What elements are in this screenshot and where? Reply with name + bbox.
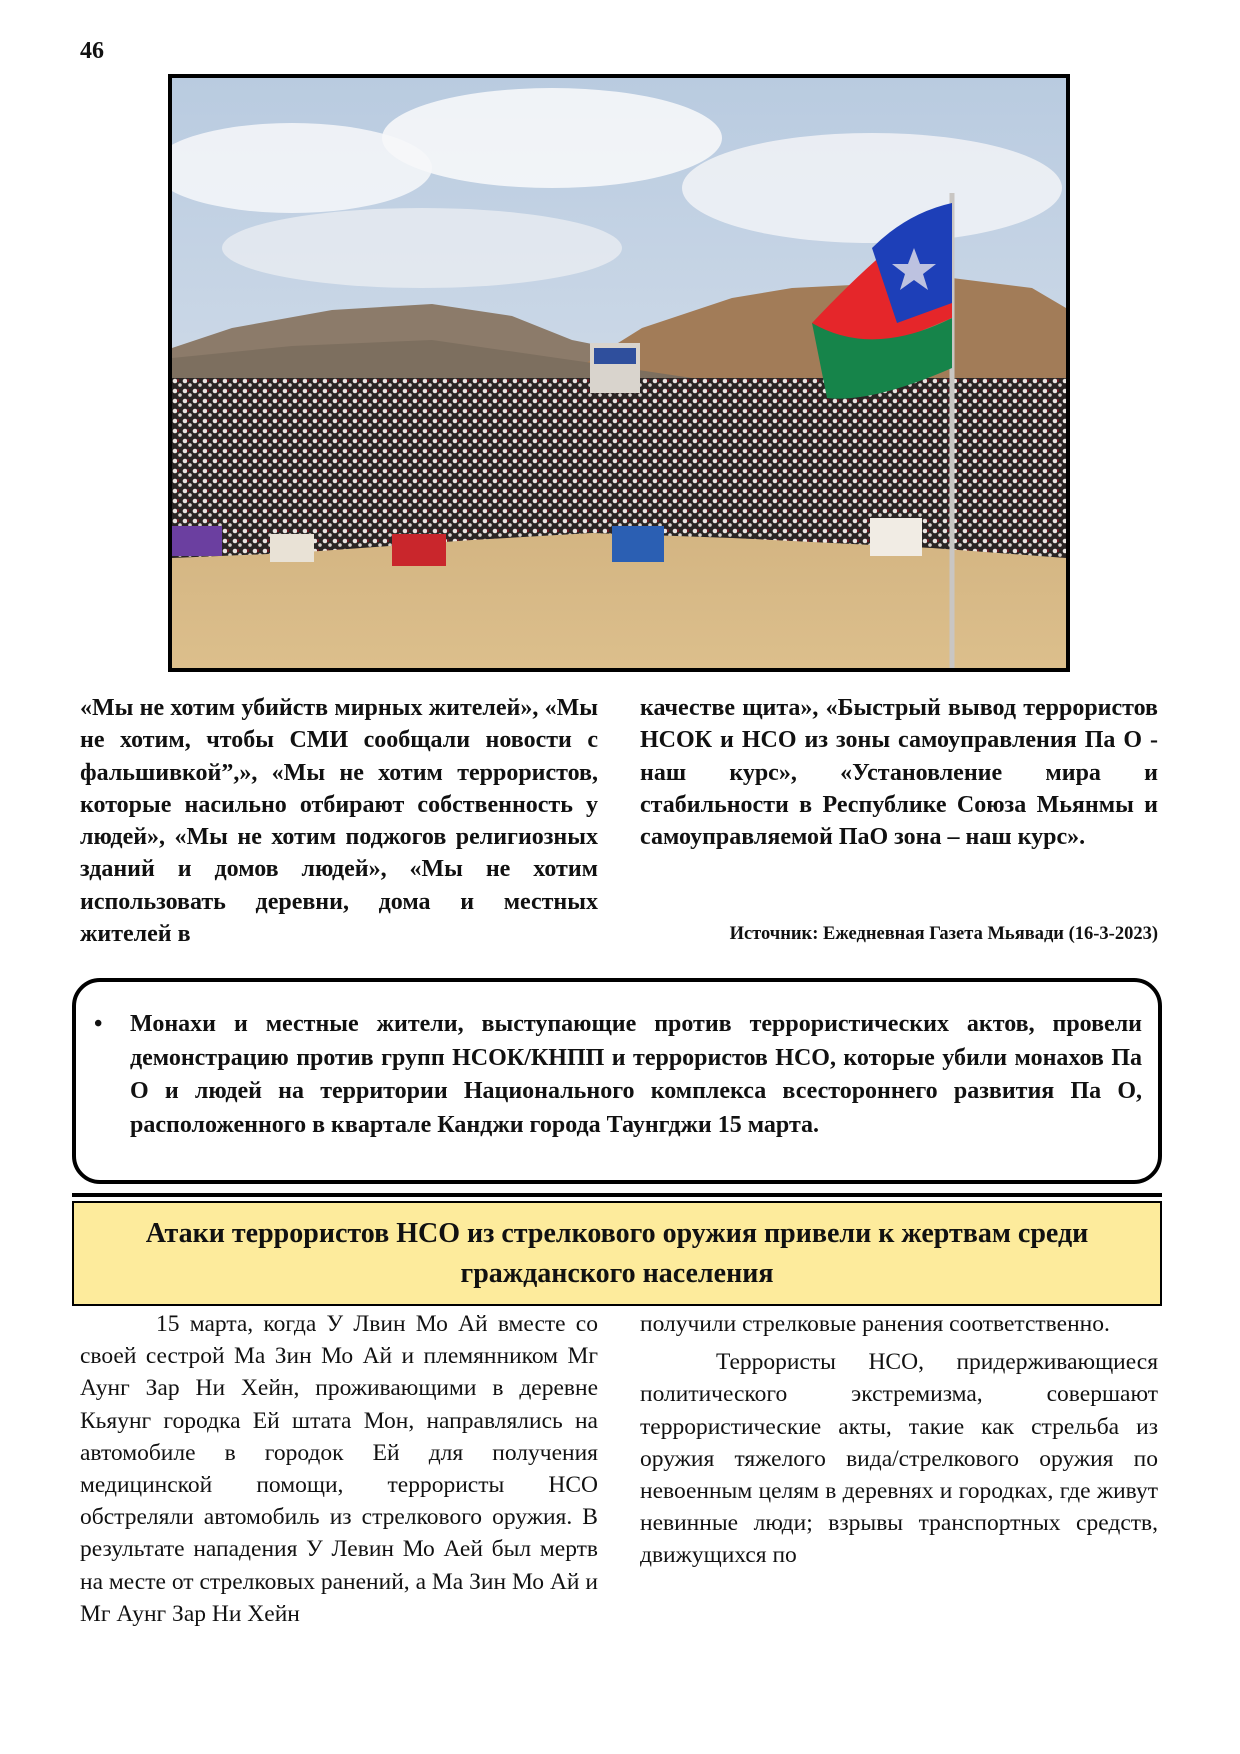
article-paragraph: получили стрелковые ранения соответственно. — [640, 1311, 1110, 1337]
quote-text-right: качестве щита», «Быстрый вывод террористов НСОК и НСО из зоны самоуправления Па О - наш курс», «Установление мира и стабильности в Республике Союза Мьянмы и самоуправляемой ПаО зона – наш курс». — [640, 695, 1158, 851]
bullet-icon: • — [94, 1011, 103, 1037]
source-citation: Источник: Ежедневная Газета Мьявади (16-3-2023) — [729, 924, 1158, 944]
photo-rally — [168, 74, 1070, 672]
article-column-right — [640, 1308, 1158, 1572]
article-paragraph: Террористы НСО, придерживающиеся политического экстремизма, совершают террористические акты, такие как стрельба из оружия тяжелого вида/стрелкового оружия по невоенным целям в деревнях и городках, где живут невинные люди; взрывы транспортных средств, движущихся по — [640, 1349, 1158, 1569]
summary-list-item: Монахи и местные жители, выступающие против террористических актов, провели демонстрацию против групп НСОК/КНПП и террористов НСО, которые убили монахов Па О и людей на территории Национального комплекса всестороннего развития Па О, расположенного в квартале Канджи города Таунгджи 15 марта. — [130, 1011, 1142, 1138]
quote-text-left: «Мы не хотим убийств мирных жителей», «Мы не хотим, чтобы СМИ сообщали новости с фальшивкой”,», «Мы не хотим террористов, которые насильно отбирают собственность у людей», «Мы не хотим поджогов религиозных зданий и домов людей», «Мы не хотим использовать деревни, дома и местных жителей в — [80, 695, 598, 948]
page-number: 46 — [80, 38, 104, 64]
section-divider — [72, 1193, 1162, 1197]
news-summary-box — [72, 978, 1162, 1184]
article-column-left — [80, 1308, 598, 1630]
article-paragraph: 15 марта, когда У Лвин Мо Ай вместе со своей сестрой Ма Зин Мо Ай и племянником Мг Аунг Зар Ни Хейн, проживающими в деревне Кьяунг городка Ей штата Мон, направлялись на автомобиле в городок Ей для получения медицинской помощи, террористы НСО обстреляли автомобиль из стрелкового оружия. В результате нападения У Левин Мо Аей был мертв на месте от стрелковых ранений, а Ма Зин Мо Ай и Мг Аунг Зар Ни Хейн — [80, 1311, 598, 1627]
article-headline: Атаки террористов НСО из стрелкового оружия привели к жертвам среди гражданского населения — [72, 1201, 1162, 1306]
photo-rally-crowd-with-flag-icon — [172, 78, 1066, 668]
